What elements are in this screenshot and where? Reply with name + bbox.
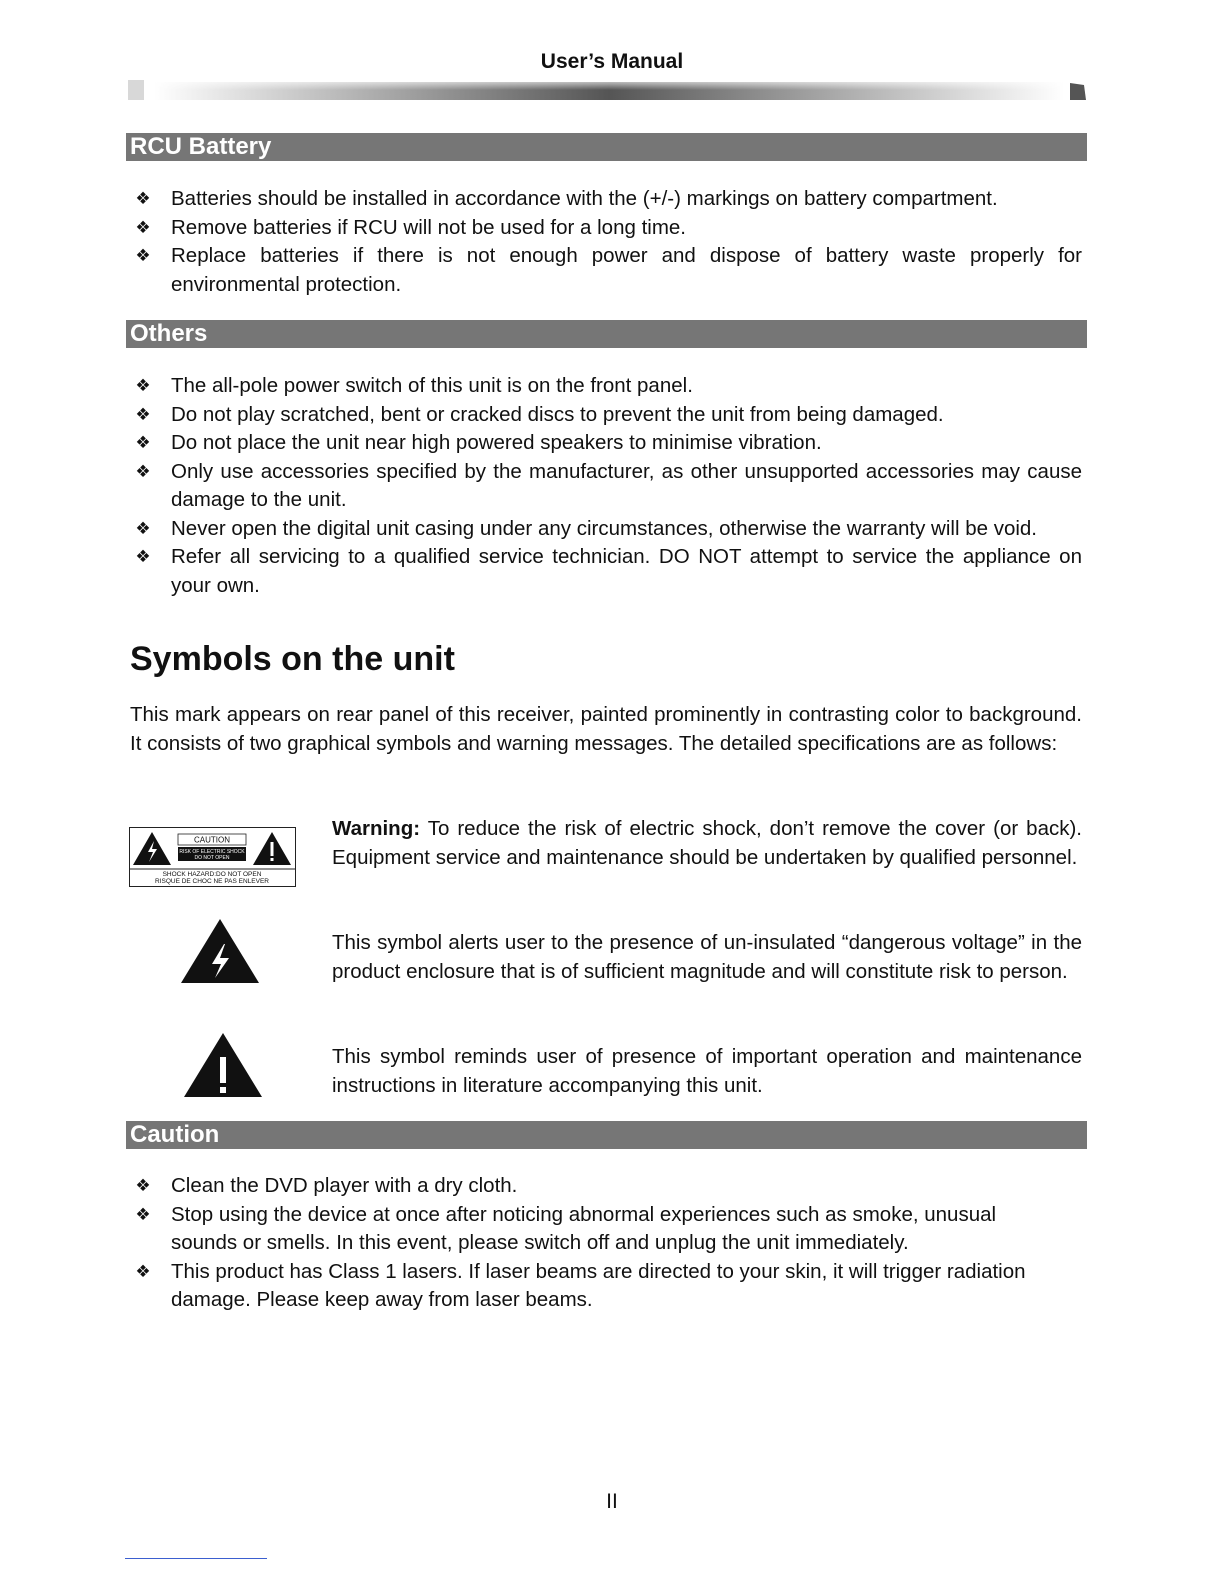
bullet-icon: ❖ (135, 404, 151, 424)
bullet-icon: ❖ (135, 1176, 151, 1195)
list-item: ❖ Refer all servicing to a qualified service technician. DO NOT attempt to service the appliance on your own. (130, 543, 1082, 600)
bullet-icon: ❖ (135, 217, 151, 237)
list-item: ❖ Never open the digital unit casing under any circumstances, otherwise the warranty will be void. (130, 515, 1082, 544)
list-item: ❖ The all-pole power switch of this unit is on the front panel. (130, 372, 1082, 401)
section-bar-rcu-battery: RCU Battery (126, 133, 1087, 161)
bullet-icon: ❖ (135, 547, 151, 566)
bullet-icon: ❖ (135, 433, 151, 452)
symbols-heading: Symbols on the unit (130, 640, 455, 678)
bullet-icon: ❖ (135, 1204, 151, 1224)
voltage-symbol-text: This symbol alerts user to the presence of un-insulated “dangerous voltage” in the product enclosure that is of sufficient magnitude and will constitute risk to person. (332, 931, 1082, 983)
bullet-icon: ❖ (135, 518, 151, 538)
section-bar-caution: Caution (126, 1121, 1087, 1149)
lightning-warning-icon (180, 918, 260, 984)
risk-text: RISK OF ELECTRIC SHOCK (179, 849, 245, 855)
page-number: II (606, 1490, 618, 1513)
list-item: ❖ This product has Class 1 lasers. If laser beams are directed to your skin, it will trigger radiation damage. Please keep away from laser beams. (130, 1258, 1082, 1315)
list-item: ❖ Do not play scratched, bent or cracked discs to prevent the unit from being damaged. (130, 401, 1082, 430)
caution-label-icon (129, 827, 296, 887)
header-gradient-rule (126, 80, 1088, 102)
bullet-icon: ❖ (135, 461, 151, 481)
symbols-intro: This mark appears on rear panel of this receiver, painted prominently in contrasting color to background. It consists of two graphical symbols and warning messages. The detailed specifications are as follows: (130, 703, 1082, 755)
exclamation-warning-icon (183, 1032, 263, 1098)
bullet-icon: ❖ (135, 1261, 151, 1281)
list-item: ❖ Do not place the unit near high powered speakers to minimise vibration. (130, 429, 1082, 458)
page-header-title: User’s Manual (540, 50, 684, 73)
bullet-icon: ❖ (135, 376, 151, 395)
section-bar-others: Others (126, 320, 1087, 348)
list-item: ❖ Clean the DVD player with a dry cloth. (130, 1172, 1082, 1201)
list-item: ❖ Batteries should be installed in accordance with the (+/-) markings on battery compartment. (130, 185, 1082, 214)
do-not-open-text: DO NOT OPEN (194, 855, 230, 861)
warning-label: Warning: (332, 817, 421, 840)
list-item: ❖ Replace batteries if there is not enough power and dispose of battery waste properly for environmental protection. (130, 242, 1082, 299)
caution-word: CAUTION (194, 835, 230, 845)
caution-list (130, 1172, 1082, 1315)
others-list (130, 372, 1082, 600)
list-item: ❖ Only use accessories specified by the manufacturer, as other unsupported accessories may cause damage to the unit. (130, 458, 1082, 515)
list-item: ❖ Stop using the device at once after noticing abnormal experiences such as smoke, unusual sounds or smells. In this event, please switch off and unplug the unit immediately. (130, 1201, 1082, 1258)
risque-text: RISQUE DE CHOC NE PAS ENLEVER (154, 878, 270, 885)
shock-hazard-text: SHOCK HAZARD:DO NOT OPEN (162, 871, 262, 878)
footer-divider (125, 1558, 267, 1559)
bullet-icon: ❖ (135, 246, 151, 265)
bullet-icon: ❖ (135, 189, 151, 208)
warning-paragraph: Warning: To reduce the risk of electric shock, don’t remove the cover (or back). Equipment service and maintenance should be undertaken by qualified personnel. (332, 817, 1082, 869)
list-item: ❖ Remove batteries if RCU will not be used for a long time. (130, 214, 1082, 243)
exclamation-symbol-text: This symbol reminds user of presence of important operation and maintenance instructions in literature accompanying this unit. (332, 1045, 1082, 1097)
rcu-battery-list (130, 185, 1082, 299)
